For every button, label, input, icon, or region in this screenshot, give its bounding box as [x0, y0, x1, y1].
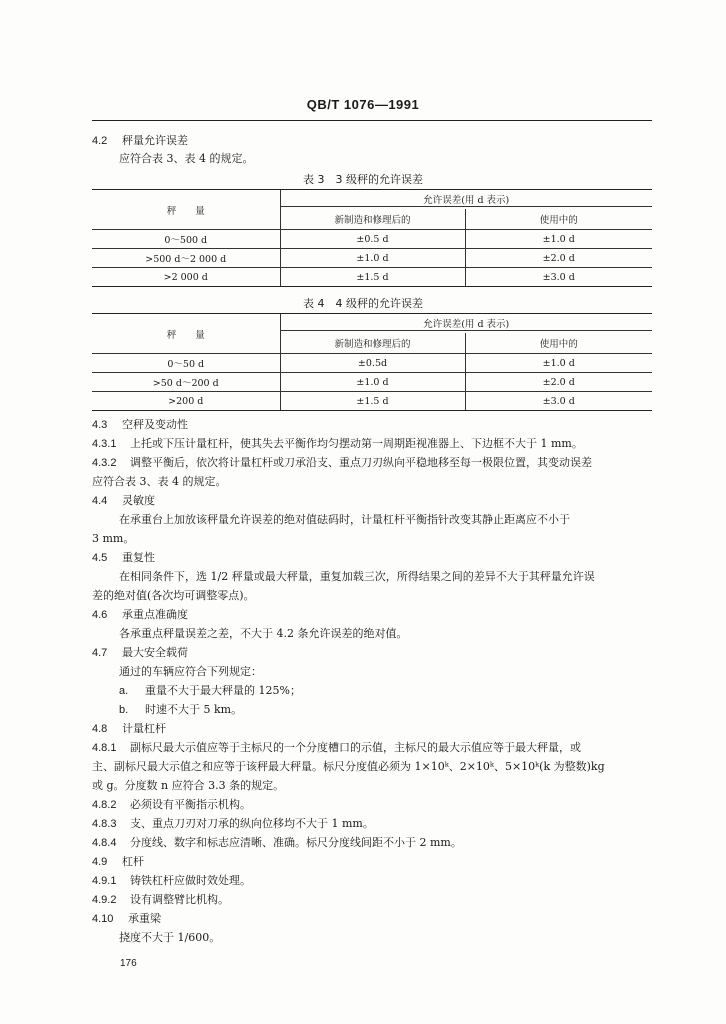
section-number: 4.8: [92, 723, 108, 735]
table-row: [92, 230, 652, 249]
section-number: 4.5: [92, 552, 108, 564]
table-cell-new: ±1.0 d: [280, 249, 465, 268]
table-cell-used: ±1.0 d: [465, 230, 652, 249]
table-3-col-tolerance: 允许误差(用 d 表示): [280, 190, 652, 210]
section-number: 4.9.1: [92, 875, 117, 887]
section-4-7-item-a: [119, 684, 301, 698]
table-cell-range: >200 d: [92, 392, 280, 411]
section-4-2-body: 应符合表 3、表 4 的规定。: [119, 152, 254, 165]
section-title: 承重点准确度: [122, 608, 188, 621]
table-cell-range: 0～500 d: [92, 230, 280, 249]
section-body: 铸铁杠杆应做时效处理。: [130, 874, 251, 887]
section-number: 4.8.1: [92, 742, 117, 754]
header-rule: [92, 120, 652, 121]
table-3-col-new: 新制造和修理后的: [280, 209, 465, 230]
table-cell-range: >2 000 d: [92, 268, 280, 287]
section-4-10-body: 挠度不大于 1/600。: [119, 931, 221, 944]
section-number: 4.3.2: [92, 457, 117, 469]
table-row: [92, 268, 652, 287]
section-4-10-heading: [92, 912, 161, 926]
table-cell-used: ±3.0 d: [465, 268, 652, 287]
section-number: 4.7: [92, 647, 108, 659]
section-number: 4.6: [92, 609, 108, 621]
section-4-4-body: 在承重台上加放该秤量允许误差的绝对值砝码时，计量杠杆平衡指针改变其静止距离应不小于: [119, 513, 570, 526]
section-4-5-heading: [92, 551, 155, 565]
table-cell-range: >500 d～2 000 d: [92, 249, 280, 268]
section-4-8-heading: [92, 722, 166, 736]
section-4-7-heading: [92, 646, 188, 660]
list-label: b.: [119, 704, 129, 716]
table-4-col-tolerance: 允许误差(用 d 表示): [280, 314, 652, 334]
table-cell-range: >50 d～200 d: [92, 373, 280, 392]
section-number: 4.3: [92, 419, 108, 431]
section-4-4-cont: 3 mm。: [92, 532, 135, 545]
section-number: 4.4: [92, 495, 108, 507]
list-label: a.: [119, 685, 129, 697]
list-item: 重量不大于最大秤量的 125%；: [145, 684, 301, 697]
section-4-3-1: [92, 437, 583, 451]
section-4-6-heading: [92, 608, 188, 622]
table-row: [92, 392, 652, 411]
section-4-7-item-b: [119, 703, 242, 717]
table-4-col-weighing: 秤 量: [92, 314, 280, 354]
page-number: 176: [120, 958, 137, 969]
section-4-3-heading: [92, 418, 188, 432]
table-row: [92, 249, 652, 268]
section-4-8-1-cont-1: 主、副标尺最大示值之和应等于该秤最大秤量。标尺分度值必须为 1×10ᵏ、2×10ᵏ、5×10ᵏ(k 为整数)kg: [92, 760, 605, 773]
section-body: 设有调整臂比机构。: [130, 893, 229, 906]
table-3: [92, 189, 652, 287]
section-number: 4.8.2: [92, 799, 117, 811]
table-cell-used: ±2.0 d: [465, 249, 652, 268]
section-4-5-cont: 差的绝对值(各次均可调整零点)。: [92, 589, 255, 602]
section-4-8-1-cont-2: 或 g。分度数 n 应符合 3.3 条的规定。: [92, 779, 285, 792]
section-body: 调整平衡后，依次将计量杠杆或刀承沿支、重点刀刃纵向平稳地移至每一极限位置，其变动误差: [130, 456, 592, 469]
table-row: [92, 373, 652, 392]
table-cell-new: ±1.5 d: [280, 268, 465, 287]
table-4: [92, 313, 652, 411]
list-item: 时速不大于 5 km。: [145, 703, 243, 716]
section-4-7-body: 通过的车辆应符合下列规定：: [119, 665, 262, 678]
section-number: 4.9.2: [92, 894, 117, 906]
table-3-col-used: 使用中的: [465, 209, 652, 230]
section-title: 杠杆: [122, 855, 144, 868]
table-cell-used: ±2.0 d: [465, 373, 652, 392]
standard-number-header: QB/T 1076—1991: [306, 97, 420, 112]
section-4-8-1: [92, 741, 581, 755]
section-4-3-2: [92, 456, 592, 470]
section-4-8-4: [92, 836, 462, 850]
table-cell-range: 0～50 d: [92, 354, 280, 373]
table-cell-new: ±0.5 d: [280, 230, 465, 249]
section-number: 4.2: [92, 135, 108, 147]
section-number: 4.8.3: [92, 818, 117, 830]
section-title: 秤量允许误差: [122, 134, 188, 147]
table-3-caption: 表 3 3 级秤的允许误差: [303, 173, 423, 186]
section-4-5-body: 在相同条件下，选 1/2 秤量或最大秤量，重复加载三次，所得结果之间的差异不大于其秤量允许误: [119, 570, 595, 583]
section-4-9-heading: [92, 855, 144, 869]
section-body: 支、重点刀刃对刀承的纵向位移均不大于 1 mm。: [130, 817, 374, 830]
section-body: 分度线、数字和标志应清晰、准确。标尺分度线间距不小于 2 mm。: [130, 836, 462, 849]
section-title: 最大安全载荷: [122, 646, 188, 659]
table-cell-new: ±1.0 d: [280, 373, 465, 392]
section-4-9-1: [92, 874, 251, 888]
table-cell-used: ±3.0 d: [465, 392, 652, 411]
section-body: 必须设有平衡指示机构。: [130, 798, 251, 811]
table-3-col-weighing: 秤 量: [92, 190, 280, 230]
table-row: [92, 354, 652, 373]
section-number: 4.10: [92, 913, 114, 925]
table-cell-used: ±1.0 d: [465, 354, 652, 373]
section-title: 重复性: [122, 551, 155, 564]
section-title: 计量杠杆: [122, 722, 166, 735]
section-4-3-2-cont: 应符合表 3、表 4 的规定。: [92, 475, 227, 488]
section-body: 上托或下压计量杠杆，使其失去平衡作均匀摆动第一周期距视准器上、下边框不大于 1 mm。: [130, 437, 583, 450]
table-4-col-used: 使用中的: [465, 333, 652, 354]
table-cell-new: ±0.5d: [280, 354, 465, 373]
section-4-8-3: [92, 817, 374, 831]
section-4-8-2: [92, 798, 251, 812]
section-number: 4.8.4: [92, 837, 117, 849]
section-4-9-2: [92, 893, 229, 907]
table-4-col-new: 新制造和修理后的: [280, 333, 465, 354]
section-body: 副标尺最大示值应等于主标尺的一个分度槽口的示值，主标尺的最大示值应等于最大秤量，或: [130, 741, 581, 754]
section-number: 4.3.1: [92, 438, 117, 450]
section-title: 空秤及变动性: [122, 418, 188, 431]
table-cell-new: ±1.5 d: [280, 392, 465, 411]
section-title: 承重梁: [128, 912, 161, 925]
section-number: 4.9: [92, 856, 108, 868]
section-4-4-heading: [92, 494, 155, 508]
section-4-6-body: 各承重点秤量误差之差，不大于 4.2 条允许误差的绝对值。: [119, 627, 408, 640]
section-4-2-heading: [92, 134, 188, 148]
table-4-caption: 表 4 4 级秤的允许误差: [303, 297, 423, 310]
section-title: 灵敏度: [122, 494, 155, 507]
